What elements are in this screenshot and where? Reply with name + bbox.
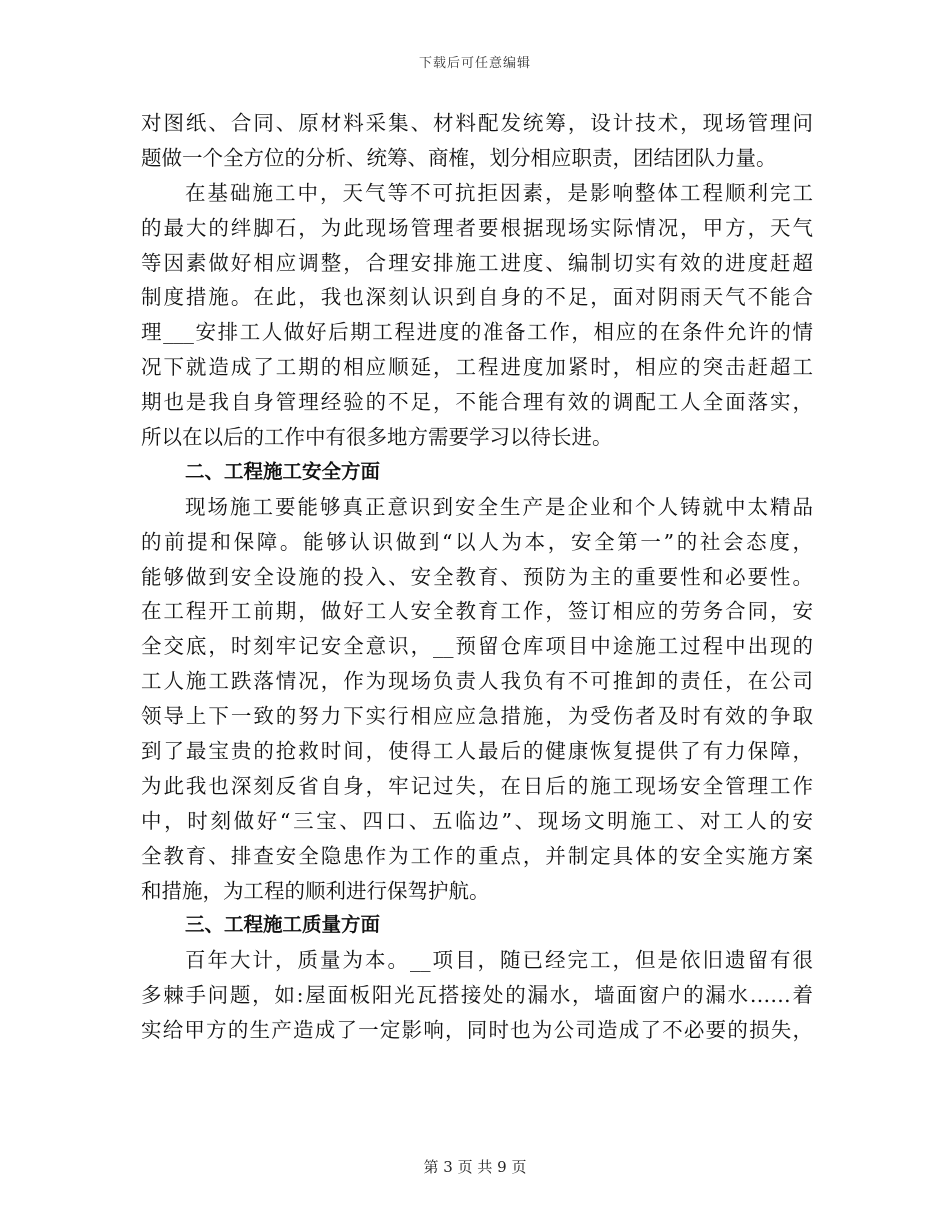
text-line: 在工程开工前期，做好工人安全教育工作，签订相应的劳务合同，安 [141, 599, 813, 624]
text-line: 为此我也深刻反省自身，牢记过失，在日后的施工现场安全管理工作 [141, 773, 813, 798]
text-line: 的前提和保障。能够认识做到“以人为本，安全第一”的社会态度， [141, 529, 813, 554]
text-line: 多棘手问题，如:屋面板阳光瓦搭接处的漏水，墙面窗户的漏水……着 [141, 983, 813, 1008]
text-line: 对图纸、合同、原材料采集、材料配发统筹，设计技术，现场管理问 [141, 111, 813, 135]
text-line: 现场施工要能够真正意识到安全生产是企业和个人铸就中太精品 [185, 494, 813, 519]
text-line: 领导上下一致的努力下实行相应应急措施，为受伤者及时有效的争取 [141, 704, 813, 729]
page-header: 下载后可任意编辑 [418, 56, 531, 71]
text-line: 中，时刻做好“三宝、四口、五临边”、现场文明施工、对工人的安 [141, 808, 813, 833]
text-line: 的最大的绊脚石，为此现场管理者要根据现场实际情况，甲方，天气 [141, 215, 813, 240]
section-heading: 三、工程施工质量方面 [185, 913, 381, 937]
text-line: 全交底，时刻牢记安全意识，__预留仓库项目中途施工过程中出现的 [141, 634, 813, 659]
text-line: 和措施，为工程的顺利进行保驾护航。 [141, 878, 490, 903]
text-line: 制度措施。在此，我也深刻认识到自身的不足，面对阴雨天气不能合 [141, 285, 813, 310]
page-footer: 第 3 页 共 9 页 [423, 1158, 527, 1176]
text-line: 到了最宝贵的抢救时间，使得工人最后的健康恢复提供了有力保障， [141, 739, 813, 764]
text-line: 百年大计，质量为本。__项目，随已经完工，但是依旧遗留有很 [185, 948, 813, 973]
text-line: 题做一个全方位的分析、统筹、商榷，划分相应职责，团结团队力量。 [141, 145, 777, 170]
text-line: 在基础施工中，天气等不可抗拒因素，是影响整体工程顺利完工 [185, 180, 813, 205]
text-line: 全教育、排查安全隐患作为工作的重点，并制定具体的安全实施方案 [141, 843, 813, 868]
document-body [141, 106, 813, 1048]
text-line: 等因素做好相应调整，合理安排施工进度、编制切实有效的进度赶超 [141, 250, 813, 275]
text-line: 工人施工跌落情况，作为现场负责人我负有不可推卸的责任，在公司 [141, 669, 813, 694]
text-line: 能够做到安全设施的投入、安全教育、预防为主的重要性和必要性。 [141, 564, 813, 589]
text-line: 理___安排工人做好后期工程进度的准备工作，相应的在条件允许的情 [141, 320, 813, 345]
text-line: 实给甲方的生产造成了一定影响，同时也为公司造成了不必要的损失， [141, 1018, 813, 1043]
text-line: 期也是我自身管理经验的不足，不能合理有效的调配工人全面落实， [141, 390, 813, 415]
text-line: 况下就造成了工期的相应顺延，工程进度加紧时，相应的突击赶超工 [141, 355, 813, 380]
text-line: 所以在以后的工作中有很多地方需要学习以待长进。 [141, 425, 613, 450]
section-heading: 二、工程施工安全方面 [185, 459, 381, 483]
